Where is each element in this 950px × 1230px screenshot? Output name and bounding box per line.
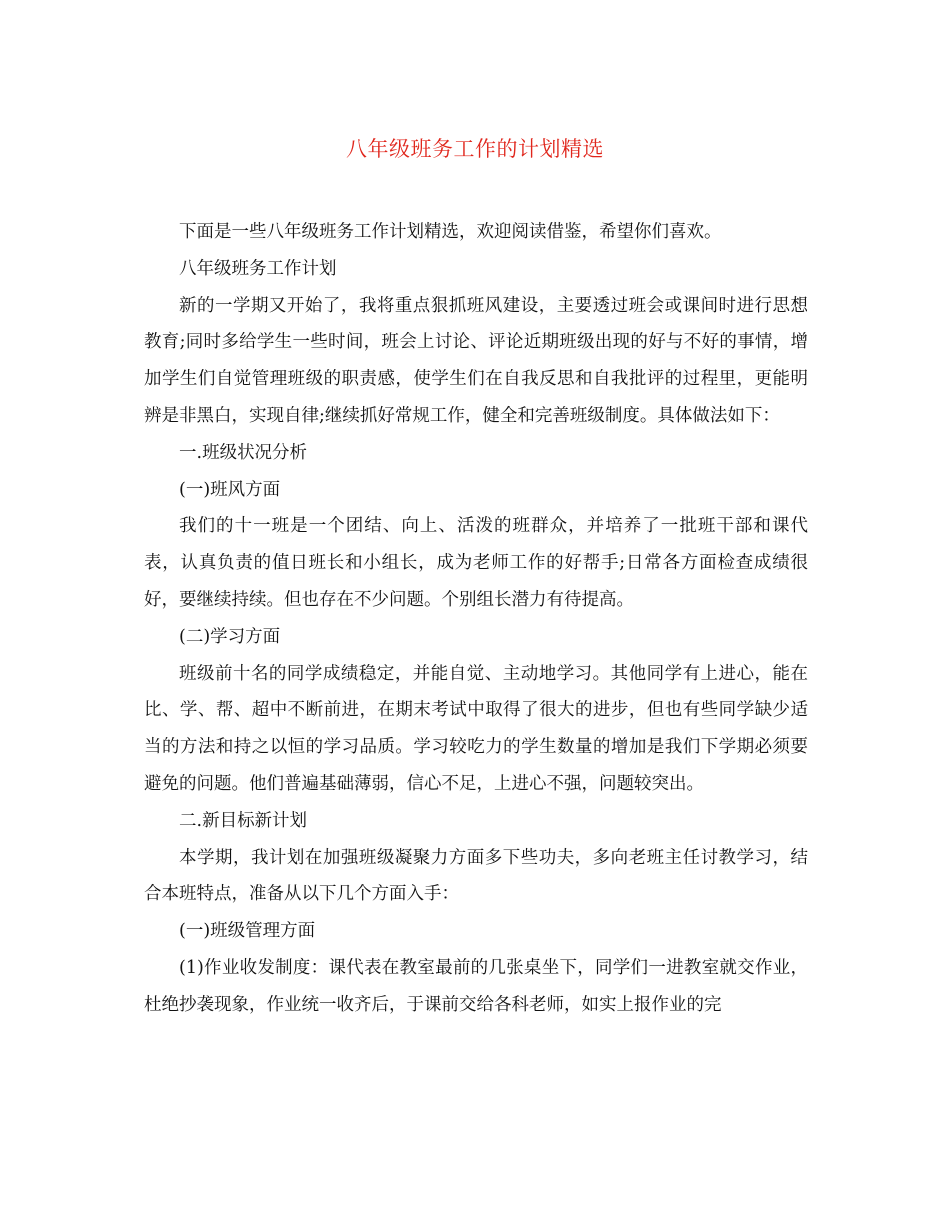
paragraph-plan-heading: 八年级班务工作计划 — [179, 258, 337, 279]
paragraph-homework-system: (1)作业收发制度：课代表在教室最前的几张桌坐下，同学们一进教室就交作业，杜绝抄袭现象，作业统一收齐后，于课前交给各科老师，如实上报作业的完 — [144, 957, 808, 1015]
document-title: 八年级班务工作的计划精选 — [346, 137, 604, 161]
paragraph-study: 班级前十名的同学成绩稳定，并能自觉、主动地学习。其他同学有上进心，能在比、学、帮、超中不断前进，在期末考试中取得了很大的进步，但也有些同学缺少适当的方法和持之以恒的学习品质。学习较吃力的学生数量的增加是我们下学期必须要避免的问题。他们普遍基础薄弱，信心不足，上进心不强，问题较突出。 — [144, 663, 808, 794]
document-body — [144, 214, 808, 1024]
paragraph-overview: 新的一学期又开始了，我将重点狠抓班风建设，主要透过班会或课间时进行思想教育;同时多给学生一些时间，班会上讨论、评论近期班级出现的好与不好的事情，增加学生们自觉管理班级的职责感，使学生们在自我反思和自我批评的过程里，更能明辨是非黑白，实现自律;继续抓好常规工作，健全和完善班级制度。具体做法如下： — [144, 295, 808, 426]
paragraph-new-goals: 本学期，我计划在加强班级凝聚力方面多下些功夫，多向老班主任讨教学习，结合本班特点，准备从以下几个方面入手： — [144, 847, 808, 905]
section-heading-new-goals: 二.新目标新计划 — [179, 810, 308, 831]
paragraph-class-spirit: 我们的十一班是一个团结、向上、活泼的班群众，并培养了一批班干部和课代表，认真负责的值日班长和小组长，成为老师工作的好帮手;日常各方面检查成绩很好，要继续持续。但也存在不少问题。个别组长潜力有待提高。 — [144, 516, 808, 610]
subsection-heading-class-management: (一)班级管理方面 — [179, 921, 316, 942]
paragraph-intro: 下面是一些八年级班务工作计划精选，欢迎阅读借鉴，希望你们喜欢。 — [179, 222, 722, 242]
subsection-heading-study: (二)学习方面 — [179, 626, 281, 647]
section-heading-class-analysis: 一.班级状况分析 — [179, 442, 308, 463]
subsection-heading-class-spirit: (一)班风方面 — [179, 479, 281, 500]
